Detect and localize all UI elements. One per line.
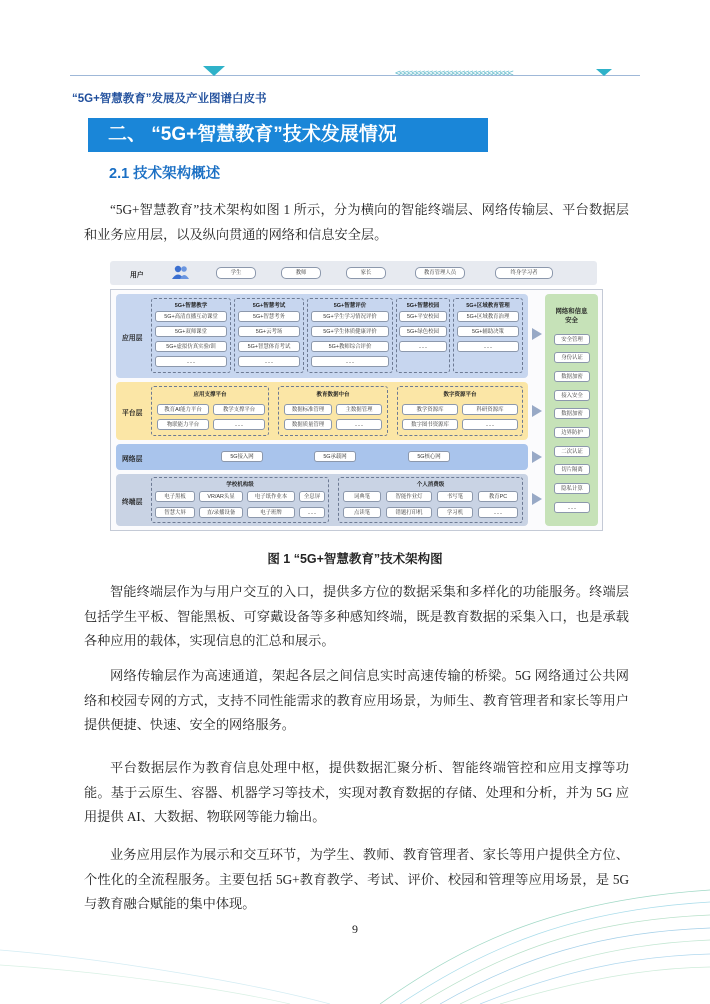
- platform-item: ......: [336, 419, 382, 430]
- platform-item: 教育AI能力平台: [157, 404, 209, 415]
- security-title: 网络和信息安全: [555, 308, 588, 324]
- security-item: 边界防护: [554, 427, 590, 438]
- security-item: 安全管理: [554, 334, 590, 345]
- paragraph-platform: 平台数据层作为教育信息处理中枢，提供数据汇聚分析、智能终端管控和应用支撑等功能。基于云原生、容器、机器学习等技术，实现对教育数据的存储、处理和分析，并为 5G 应用提供 AI、大数据、物联网等能力输出。: [84, 760, 629, 824]
- app-item: 5G+学生学习情况评价: [311, 311, 389, 322]
- network-item: 5G接入网: [221, 451, 263, 462]
- page-number: 9: [352, 922, 358, 936]
- platform-item: 物联能力平台: [157, 419, 209, 430]
- terminal-item: 智慧大屏: [155, 507, 195, 518]
- figure-caption: 图 1 “5G+智慧教育”技术架构图: [267, 552, 443, 566]
- platform-item: 数据标准管理: [284, 404, 332, 415]
- platform-group-title: 应用支撑平台: [193, 392, 227, 398]
- network-item: 5G核心网: [408, 451, 450, 462]
- app-item: ......: [457, 341, 519, 352]
- terminal-item: 电子黑板: [155, 491, 195, 502]
- app-item: ......: [238, 356, 300, 367]
- user-layer-label: 用户: [130, 272, 144, 279]
- terminal-item: 电子班牌: [247, 507, 295, 518]
- terminal-item: 全息屏: [299, 491, 325, 502]
- platform-item: 教学支撑平台: [213, 404, 265, 415]
- app-item: 5G+高清直播互动课堂: [155, 311, 227, 322]
- app-item: 5G+智慧考务: [238, 311, 300, 322]
- terminal-item: 电子纸作业本: [247, 491, 295, 502]
- connector-arrows: [530, 294, 544, 526]
- user-student: 学生: [216, 267, 256, 279]
- security-item: ......: [554, 502, 590, 513]
- platform-item: 主数据管理: [336, 404, 382, 415]
- users-icon: [172, 264, 190, 280]
- terminal-group-title: 个人消费级: [416, 482, 445, 488]
- terminal-item: 点读笔: [343, 507, 381, 518]
- app-layer-label: 应用层: [122, 335, 143, 342]
- terminal-item: 书写笔: [437, 491, 473, 502]
- app-item: 5G+辅助决策: [457, 326, 519, 337]
- network-layer-label: 网络层: [122, 456, 143, 463]
- platform-layer-label: 平台层: [122, 410, 143, 417]
- platform-item: 数据质量管理: [284, 419, 332, 430]
- app-item: ......: [155, 356, 227, 367]
- terminal-item: 错题打印机: [386, 507, 432, 518]
- app-item: 5G+区域教育治理: [457, 311, 519, 322]
- app-item: 5G+虚拟仿真实验/训: [155, 341, 227, 352]
- platform-item: 数字图书资源库: [402, 419, 458, 430]
- app-group-title: 5G+智慧校园: [406, 303, 440, 309]
- app-item: 5G+教师综合评价: [311, 341, 389, 352]
- app-item: 5G+平安校园: [399, 311, 447, 322]
- terminal-item: 直/录播设备: [199, 507, 243, 518]
- app-item: 5G+双师课堂: [155, 326, 227, 337]
- terminal-item: VR/AR头显: [199, 491, 243, 502]
- app-item: ......: [311, 356, 389, 367]
- terminal-layer-label: 终端层: [122, 499, 143, 506]
- network-item: 5G承载网: [314, 451, 356, 462]
- running-header: “5G+智慧教育”发展及产业图谱白皮书: [72, 93, 267, 105]
- header-chevrons-icon: <<<<<<<<<<<<<<<<<<<<<<<<<<<<<: [395, 68, 512, 79]
- app-item: 5G+绿色校园: [399, 326, 447, 337]
- app-item: 5G+智慧体育考试: [238, 341, 300, 352]
- security-item: 隐私计算: [554, 483, 590, 494]
- paragraph-application: 业务应用层作为展示和交互环节，为学生、教师、教育管理者、家长等用户提供全方位、个性化的全流程服务。主要包括 5G+教育教学、考试、评价、校园和管理等应用场景，是 5G 与教育融合赋能的集中体现。: [84, 847, 629, 911]
- app-item: ......: [399, 341, 447, 352]
- chapter-banner: 二、 “5G+智慧教育”技术发展情况: [88, 118, 488, 152]
- security-item: 切片隔离: [554, 464, 590, 475]
- security-item: 数据加密: [554, 371, 590, 382]
- security-item: 二次认证: [554, 446, 590, 457]
- app-item: 5G+学生体质健康评价: [311, 326, 389, 337]
- terminal-item: 智能作业灯: [386, 491, 432, 502]
- terminal-item: 教育PC: [478, 491, 518, 502]
- terminal-item: ......: [478, 507, 518, 518]
- app-group-title: 5G+区域教育管理: [466, 303, 510, 309]
- platform-item: 科研资源库: [462, 404, 518, 415]
- paragraph-network: 网络传输层作为高速通道，架起各层之间信息实时高速传输的桥梁。5G 网络通过公共网络和校园专网的方式，支持不同性能需求的教育应用场景，为师生、教育管理者和家长等用户提供便捷、快速、安全的网络服务。: [84, 668, 629, 732]
- platform-group-title: 数字资源平台: [443, 392, 477, 398]
- paragraph-terminal: 智能终端层作为与用户交互的入口，提供多方位的数据采集和多样化的功能服务。终端层包括学生平板、智能黑板、可穿戴设备等多种感知终端，既是教育数据的采集入口，也是承载各种应用的载体，实现信息的汇总和展示。: [84, 584, 629, 648]
- user-lifelong: 终身学习者: [495, 267, 553, 279]
- app-group-title: 5G+智慧考试: [252, 303, 286, 309]
- security-item: 接入安全: [554, 390, 590, 401]
- app-item: 5G+云考场: [238, 326, 300, 337]
- platform-item: ......: [213, 419, 265, 430]
- terminal-item: ......: [299, 507, 325, 518]
- user-parent: 家长: [346, 267, 386, 279]
- security-item: 身份认证: [554, 352, 590, 363]
- terminal-item: 词典笔: [343, 491, 381, 502]
- app-group-title: 5G+智慧评价: [333, 303, 367, 309]
- platform-group-title: 教育数据中台: [316, 392, 350, 398]
- section-heading: 2.1 技术架构概述: [109, 166, 221, 182]
- terminal-group-title: 学校机构级: [226, 482, 254, 488]
- user-admin: 教育管理人员: [415, 267, 465, 279]
- platform-item: 教学资源库: [402, 404, 458, 415]
- user-teacher: 教师: [281, 267, 321, 279]
- terminal-item: 学习机: [437, 507, 473, 518]
- intro-paragraph: “5G+智慧教育”技术架构如图 1 所示，分为横向的智能终端层、网络传输层、平台数据层和业务应用层，以及纵向贯通的网络和信息安全层。: [84, 202, 629, 242]
- security-item: 数据加密: [554, 408, 590, 419]
- app-group-title: 5G+智慧教学: [174, 303, 208, 309]
- platform-item: ......: [462, 419, 518, 430]
